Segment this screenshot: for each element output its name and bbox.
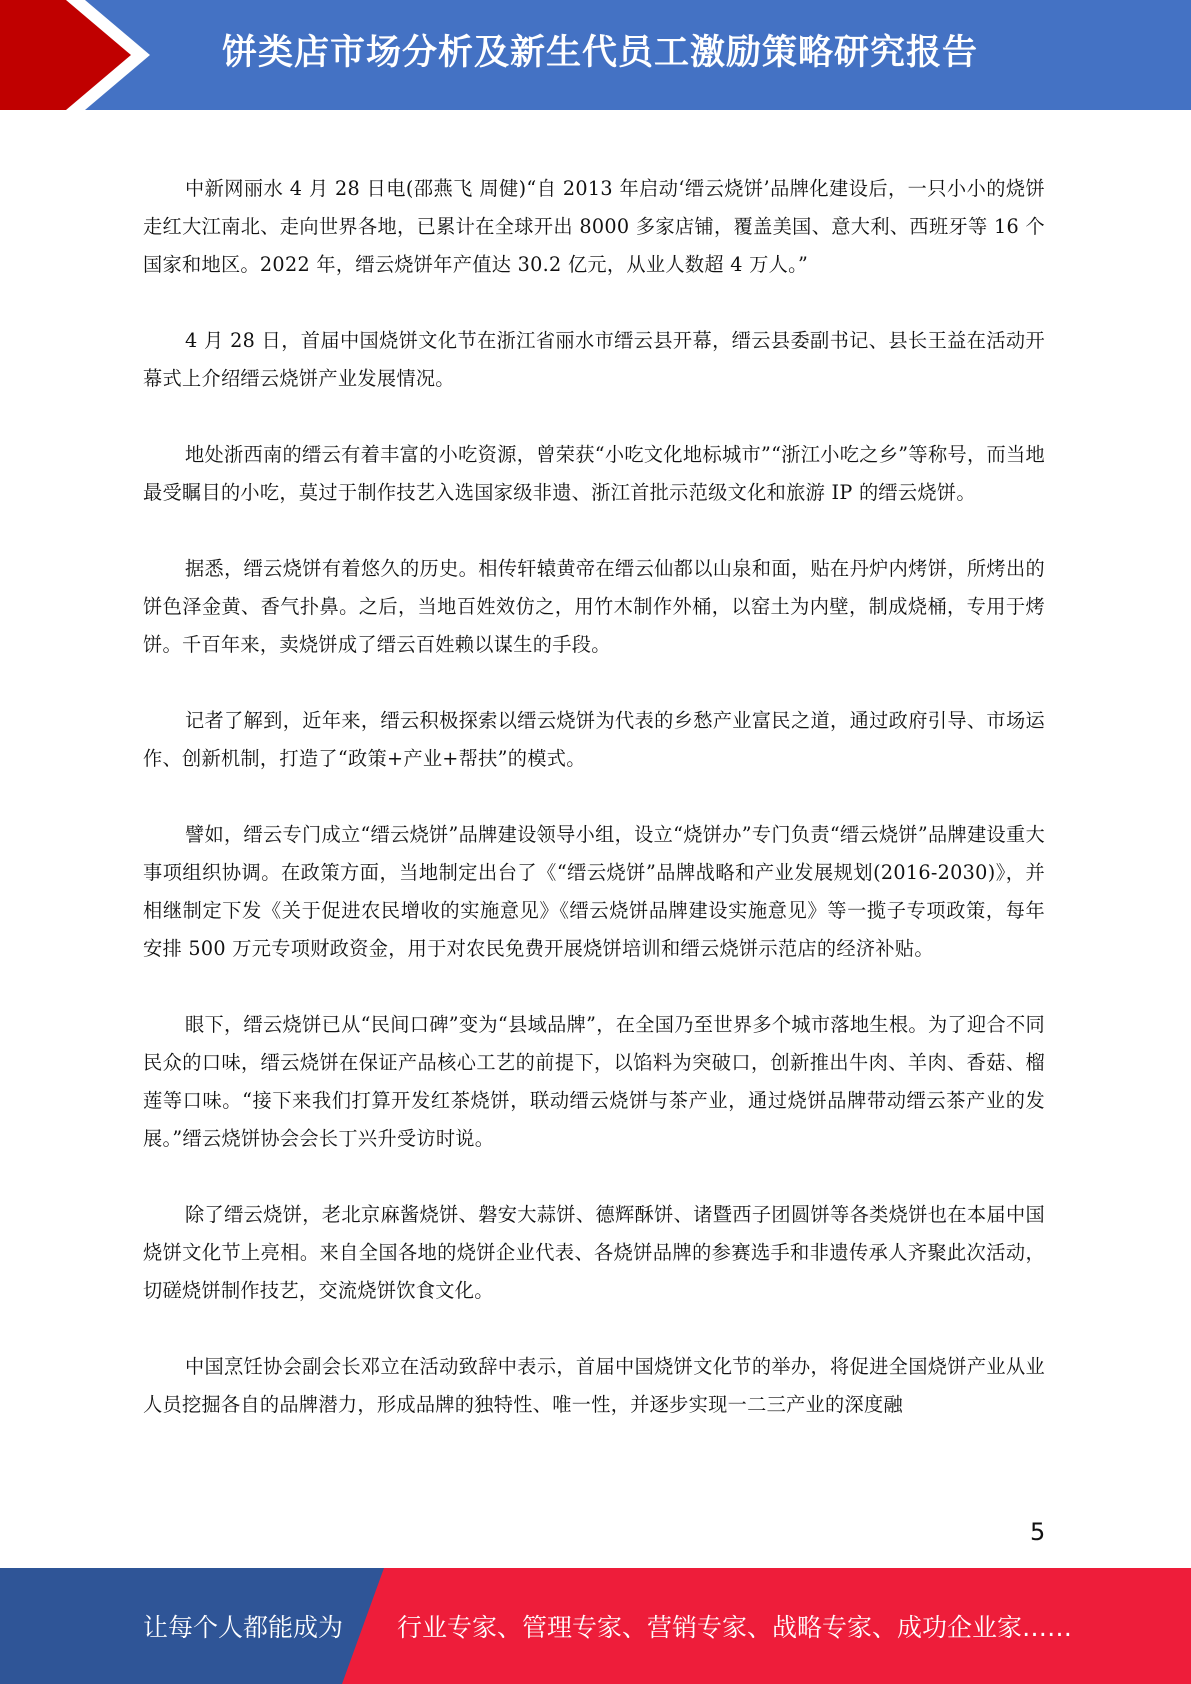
paragraph: 4 月 28 日，首届中国烧饼文化节在浙江省丽水市缙云县开幕，缙云县委副书记、县长王益在活动开幕式上介绍缙云烧饼产业发展情况。 [143, 329, 1045, 390]
paragraph: 据悉，缙云烧饼有着悠久的历史。相传轩辕黄帝在缙云仙都以山泉和面，贴在丹炉内烤饼，所烤出的饼色泽金黄、香气扑鼻。之后，当地百姓效仿之，用竹木制作外桶，以窑土为内壁，制成烧桶，专用于烤饼。千百年来，卖烧饼成了缙云百姓赖以谋生的手段。 [143, 557, 1045, 656]
footer-slogan-left: 让每个人都能成为 [143, 1613, 344, 1642]
header-banner [0, 0, 1191, 110]
paragraph: 记者了解到，近年来，缙云积极探索以缙云烧饼为代表的乡愁产业富民之道，通过政府引导、市场运作、创新机制，打造了“政策+产业+帮扶”的模式。 [143, 709, 1045, 770]
footer-banner [0, 1568, 1191, 1684]
report-title: 饼类店市场分析及新生代员工激励策略研究报告 [222, 33, 979, 73]
paragraph: 中新网丽水 4 月 28 日电(邵燕飞 周健)“自 2013 年启动‘缙云烧饼’品牌化建设后，一只小小的烧饼走红大江南北、走向世界各地，已累计在全球开出 8000 多家店铺，覆盖美国、意大利、西班牙等 16 个国家和地区。2022 年，缙云烧饼年产值达 30.2 亿元，从业人数超 4 万人。” [143, 177, 1045, 276]
article-body [143, 170, 1045, 1462]
paragraph: 除了缙云烧饼，老北京麻酱烧饼、磐安大蒜饼、德辉酥饼、诸暨西子团圆饼等各类烧饼也在本届中国烧饼文化节上亮相。来自全国各地的烧饼企业代表、各烧饼品牌的参赛选手和非遗传承人齐聚此次活动，切磋烧饼制作技艺，交流烧饼饮食文化。 [143, 1203, 1045, 1302]
paragraph: 譬如，缙云专门成立“缙云烧饼”品牌建设领导小组，设立“烧饼办”专门负责“缙云烧饼”品牌建设重大事项组织协调。在政策方面，当地制定出台了《“缙云烧饼”品牌战略和产业发展规划(2016-2030)》，并相继制定下发《关于促进农民增收的实施意见》《缙云烧饼品牌建设实施意见》等一揽子专项政策，每年安排 500 万元专项财政资金，用于对农民免费开展烧饼培训和缙云烧饼示范店的经济补贴。 [143, 823, 1045, 960]
paragraph: 地处浙西南的缙云有着丰富的小吃资源，曾荣获“小吃文化地标城市”“浙江小吃之乡”等称号，而当地最受瞩目的小吃，莫过于制作技艺入选国家级非遗、浙江首批示范级文化和旅游 IP 的缙云烧饼。 [143, 443, 1045, 504]
paragraph: 眼下，缙云烧饼已从“民间口碑”变为“县域品牌”，在全国乃至世界多个城市落地生根。为了迎合不同民众的口味，缙云烧饼在保证产品核心工艺的前提下，以馅料为突破口，创新推出牛肉、羊肉、香菇、榴莲等口味。“接下来我们打算开发红茶烧饼，联动缙云烧饼与茶产业，通过烧饼品牌带动缙云茶产业的发展。”缙云烧饼协会会长丁兴升受访时说。 [143, 1013, 1045, 1150]
page-number: 5 [1030, 1518, 1046, 1546]
footer-slogan-right: 行业专家、管理专家、营销专家、战略专家、成功企业家…… [397, 1613, 1073, 1642]
paragraph: 中国烹饪协会副会长邓立在活动致辞中表示，首届中国烧饼文化节的举办，将促进全国烧饼产业从业人员挖掘各自的品牌潜力，形成品牌的独特性、唯一性，并逐步实现一二三产业的深度融 [143, 1355, 1045, 1416]
